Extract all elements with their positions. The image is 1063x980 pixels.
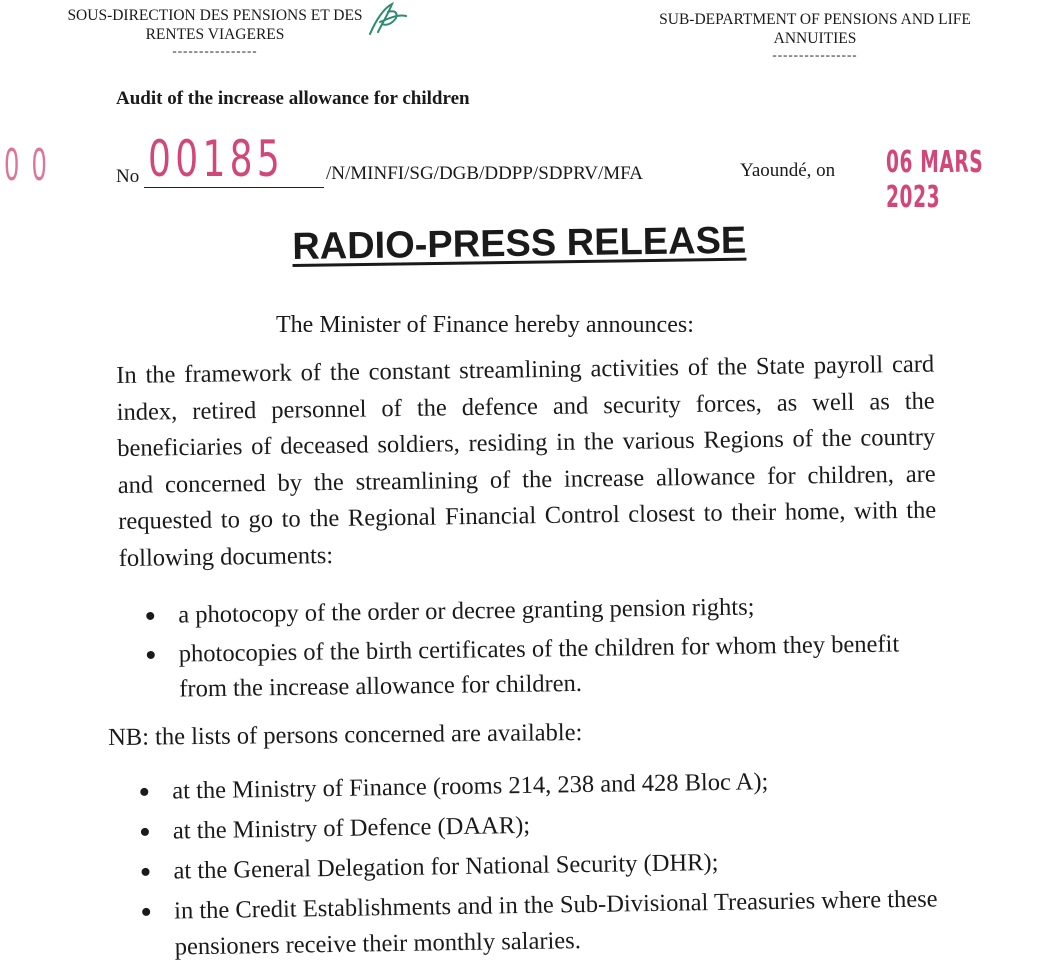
locations-list <box>140 761 943 970</box>
list-item: a photocopy of the order or decree granting pension rights; <box>146 587 936 633</box>
list-item: at the Ministry of Finance (rooms 214, 238 and 428 Bloc A); <box>140 761 940 810</box>
handwritten-initials-icon <box>362 0 412 40</box>
list-item: at the General Delegation for National Security (DHR); <box>141 841 941 890</box>
header-left-line-1: SOUS-DIRECTION DES PENSIONS ET DES <box>67 7 363 24</box>
header-right-line-2: ANNUITIES <box>773 30 857 47</box>
header-left-line-2: RENTES VIAGERES <box>145 26 285 43</box>
header-right-line-1: SUB-DEPARTMENT OF PENSIONS AND LIFE <box>659 11 971 28</box>
documents-list <box>146 587 938 711</box>
stamp-fragment: 0 0 <box>4 140 50 191</box>
header-left-divider: ---------------- <box>172 43 258 58</box>
reference-no-label: No <box>116 166 140 187</box>
reference-suffix: /N/MINFI/SG/DGB/DDPP/SDPRV/MFA <box>326 163 643 184</box>
header-right <box>620 10 1010 62</box>
header-left <box>50 6 380 58</box>
date-stamp: 06 MARS 2023 <box>886 145 984 215</box>
reference-number-stamp: 00185 <box>148 130 285 188</box>
header-right-divider: ---------------- <box>772 47 858 62</box>
list-item: in the Credit Establishments and in the Sub-Divisional Treasuries where these pensioners receive their monthly salaries. <box>142 881 943 966</box>
place-label: Yaoundé, on <box>740 160 836 181</box>
nb-intro: NB: the lists of persons concerned are available: <box>108 719 583 751</box>
document-title: RADIO-PRESS RELEASE <box>292 219 747 268</box>
body-paragraph: In the framework of the constant streamlining activities of the State payroll card index, retired personnel of the defence and security forces, as well as the beneficiaries of deceased soldiers, residing in the various Regions of the country and concerned by the streamlining of the increase allowance for children, are requested to go to the Regional Financial Control closest to their home, with the following documents: <box>116 350 937 572</box>
intro-text: The Minister of Finance hereby announces: <box>276 312 694 338</box>
subject-line: Audit of the increase allowance for children <box>116 88 470 109</box>
list-item: photocopies of the birth certificates of the children for whom they benefit from the increase allowance for children. <box>147 626 938 707</box>
list-item: at the Ministry of Defence (DAAR); <box>141 801 941 850</box>
